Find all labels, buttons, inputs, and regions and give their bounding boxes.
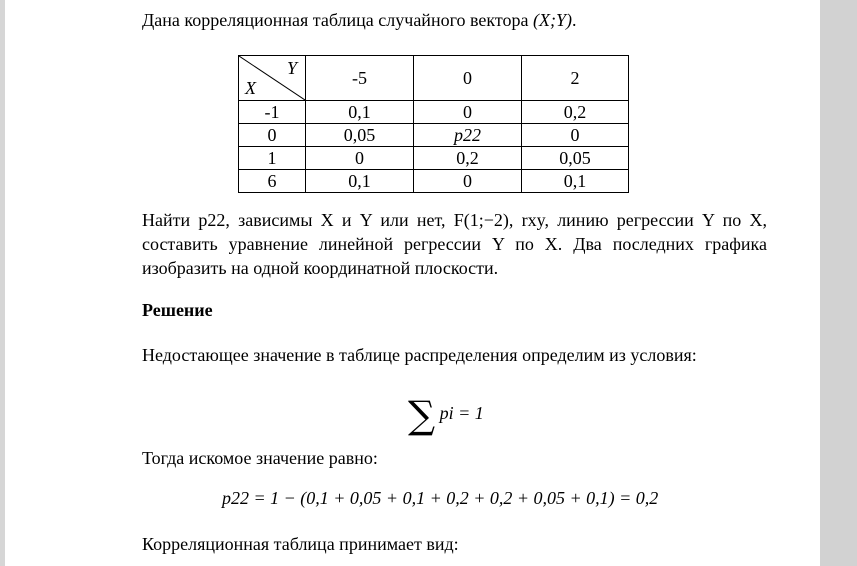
table-cell: 0 bbox=[522, 124, 629, 147]
sum-symbol: ∑ bbox=[408, 393, 436, 437]
solution-heading: Решение bbox=[142, 300, 213, 320]
sum-formula bbox=[408, 384, 484, 437]
table-cell: 0,05 bbox=[306, 124, 414, 147]
table-header-cell: -5 bbox=[306, 56, 414, 101]
table-row-header: 1 bbox=[239, 147, 306, 170]
sum-rhs: pi = 1 bbox=[439, 403, 484, 423]
table-caption-text: Корреляционная таблица принимает вид: bbox=[142, 534, 459, 554]
table-header-row bbox=[239, 56, 629, 101]
table-corner-cell bbox=[239, 56, 306, 101]
table-row-header: -1 bbox=[239, 101, 306, 124]
table-cell: 0,1 bbox=[306, 101, 414, 124]
table-cell: 0 bbox=[414, 101, 522, 124]
table-cell: 0,1 bbox=[306, 170, 414, 193]
corner-y-label: Y bbox=[286, 58, 297, 78]
table-header-cell: 0 bbox=[414, 56, 522, 101]
table-cell: 0 bbox=[306, 147, 414, 170]
table-row bbox=[239, 101, 629, 124]
table-cell: 0,2 bbox=[522, 101, 629, 124]
table-cell: 0,1 bbox=[522, 170, 629, 193]
p22-formula: p22 = 1 − (0,1 + 0,05 + 0,1 + 0,2 + 0,2 + 0,05 + 0,1) = 0,2 bbox=[222, 488, 659, 508]
solution-intro-text: Недостающее значение в таблице распределения определим из условия: bbox=[142, 345, 697, 365]
intro-vector: (X;Y) bbox=[533, 10, 573, 30]
table-cell: 0 bbox=[414, 170, 522, 193]
table-row bbox=[239, 124, 629, 147]
task-line-1: Найти p22, зависимы X и Y или нет, F(1;−2), rxy, линию регрессии Y по X, bbox=[142, 210, 767, 230]
correlation-table bbox=[238, 55, 629, 193]
table-cell-p22: p22 bbox=[414, 124, 522, 147]
table-row-header: 6 bbox=[239, 170, 306, 193]
table-header-cell: 2 bbox=[522, 56, 629, 101]
then-text: Тогда искомое значение равно: bbox=[142, 448, 378, 468]
table-row bbox=[239, 170, 629, 193]
intro-paragraph bbox=[142, 8, 577, 32]
task-line-3: изобразить на одной координатной плоскости. bbox=[142, 258, 499, 278]
table-cell: 0,05 bbox=[522, 147, 629, 170]
table-row-header: 0 bbox=[239, 124, 306, 147]
table-cell: 0,2 bbox=[414, 147, 522, 170]
intro-end: . bbox=[572, 10, 577, 30]
page-margin-right bbox=[820, 0, 857, 566]
table-row bbox=[239, 147, 629, 170]
intro-text: Дана корреляционная таблица случайного вектора bbox=[142, 10, 534, 30]
task-paragraph bbox=[142, 208, 767, 280]
corner-x-label: X bbox=[245, 78, 256, 98]
task-line-2: составить уравнение линейной регрессии Y по X. Два последних графика bbox=[142, 234, 767, 254]
